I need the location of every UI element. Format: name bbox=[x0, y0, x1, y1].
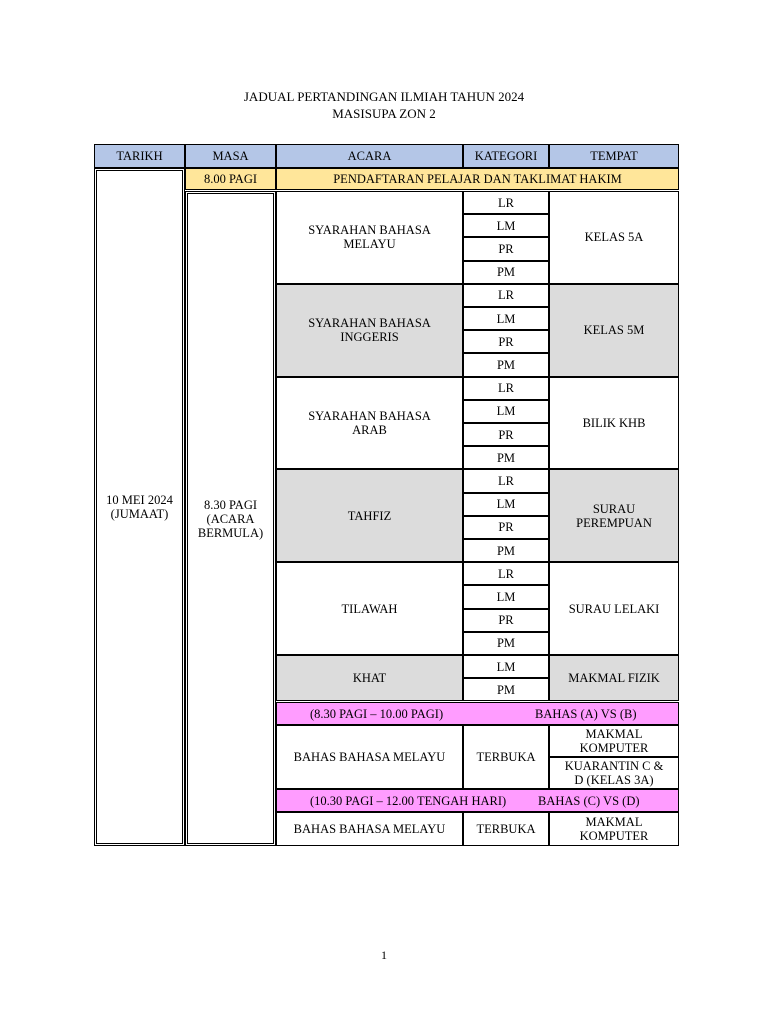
event-kategori: LR bbox=[463, 377, 549, 400]
event-kategori: LM bbox=[463, 214, 549, 237]
event-kategori: LM bbox=[463, 585, 549, 608]
title-line-2: MASISUPA ZON 2 bbox=[332, 106, 436, 121]
event-tempat-line-2: PEREMPUAN bbox=[576, 515, 652, 530]
event-kategori: LR bbox=[463, 562, 549, 585]
event-acara-line-2: INGGERIS bbox=[340, 330, 399, 345]
event-tempat bbox=[549, 655, 679, 701]
page-number: 1 bbox=[381, 948, 387, 962]
event-kategori: PM bbox=[463, 539, 549, 562]
title-line-1: JADUAL PERTANDINGAN ILMIAH TAHUN 2024 bbox=[243, 89, 525, 104]
debate1-tempat-2-line-2: D (KELAS 3A) bbox=[574, 773, 654, 787]
date-line-2: (JUMAAT) bbox=[110, 507, 169, 521]
event-acara bbox=[276, 655, 463, 701]
debate1-banner bbox=[276, 702, 679, 725]
event-tempat bbox=[549, 469, 679, 562]
event-tempat bbox=[549, 377, 679, 470]
debate1-tempat-2-line-1: KUARANTIN C & bbox=[564, 759, 664, 773]
event-tempat-line-1: SURAU LELAKI bbox=[568, 601, 660, 616]
event-kategori: PR bbox=[463, 330, 549, 353]
event-kategori: LM bbox=[463, 400, 549, 423]
main-time-line-2: (ACARA bbox=[206, 511, 255, 526]
event-kategori: LM bbox=[463, 655, 549, 678]
event-tempat-line-1: MAKMAL FIZIK bbox=[568, 671, 660, 686]
event-kategori: PM bbox=[463, 678, 549, 701]
main-time-cell bbox=[185, 191, 276, 846]
event-acara bbox=[276, 284, 463, 377]
debate1-tempat-1 bbox=[549, 725, 679, 757]
registration-label: PENDAFTARAN PELAJAR DAN TAKLIMAT HAKIM bbox=[276, 168, 679, 190]
event-acara-line-1: TAHFIZ bbox=[347, 508, 392, 523]
event-kategori: PR bbox=[463, 237, 549, 260]
debate1-acara: BAHAS BAHASA MELAYU bbox=[276, 725, 463, 789]
event-kategori: PM bbox=[463, 446, 549, 469]
debate1-time: (8.30 PAGI – 10.00 PAGI) bbox=[310, 707, 444, 721]
event-tempat-line-1: BILIK KHB bbox=[582, 415, 646, 430]
registration-time: 8.00 PAGI bbox=[185, 168, 276, 190]
event-acara-line-1: SYARAHAN BAHASA bbox=[308, 223, 431, 238]
event-kategori: PR bbox=[463, 609, 549, 632]
event-tempat bbox=[549, 562, 679, 655]
event-acara-line-1: KHAT bbox=[352, 671, 387, 686]
header-tempat: TEMPAT bbox=[549, 144, 679, 168]
debate2-match: BAHAS (C) VS (D) bbox=[538, 794, 640, 808]
debate2-tempat-line-2: KOMPUTER bbox=[579, 829, 649, 843]
debate1-match: BAHAS (A) VS (B) bbox=[535, 707, 637, 721]
event-tempat-line-1: KELAS 5M bbox=[583, 323, 645, 338]
event-acara-line-2: ARAB bbox=[352, 422, 387, 437]
event-acara bbox=[276, 562, 463, 655]
debate2-time: (10.30 PAGI – 12.00 TENGAH HARI) bbox=[310, 794, 507, 808]
debate1-tempat-2 bbox=[549, 757, 679, 789]
event-acara bbox=[276, 377, 463, 470]
event-kategori: PM bbox=[463, 353, 549, 376]
date-line-1: 10 MEI 2024 bbox=[106, 493, 173, 507]
event-kategori: LM bbox=[463, 307, 549, 330]
debate2-tempat-line-1: MAKMAL bbox=[585, 815, 643, 829]
date-cell bbox=[94, 168, 185, 846]
header-tarikh: TARIKH bbox=[94, 144, 185, 168]
event-kategori: LR bbox=[463, 191, 549, 214]
event-kategori: LR bbox=[463, 469, 549, 492]
main-time-line-1: 8.30 PAGI bbox=[203, 497, 258, 512]
debate1-tempat-1-line-2: KOMPUTER bbox=[579, 741, 649, 755]
debate1-kategori: TERBUKA bbox=[463, 725, 549, 789]
debate2-kategori: TERBUKA bbox=[463, 812, 549, 846]
header-acara: ACARA bbox=[276, 144, 463, 168]
event-tempat-line-1: KELAS 5A bbox=[584, 230, 644, 245]
event-acara-line-1: TILAWAH bbox=[341, 601, 398, 616]
debate1-tempat-1-line-1: MAKMAL bbox=[585, 727, 643, 741]
event-kategori: LM bbox=[463, 493, 549, 516]
event-acara-line-2: MELAYU bbox=[343, 237, 396, 252]
event-acara bbox=[276, 469, 463, 562]
header-kategori: KATEGORI bbox=[463, 144, 549, 168]
event-acara-line-1: SYARAHAN BAHASA bbox=[308, 408, 431, 423]
event-acara-line-1: SYARAHAN BAHASA bbox=[308, 316, 431, 331]
event-kategori: PM bbox=[463, 632, 549, 655]
event-tempat-line-1: SURAU bbox=[592, 501, 636, 516]
event-kategori: PR bbox=[463, 423, 549, 446]
event-kategori: PR bbox=[463, 516, 549, 539]
event-tempat bbox=[549, 284, 679, 377]
event-kategori: LR bbox=[463, 284, 549, 307]
debate2-tempat bbox=[549, 812, 679, 846]
header-masa: MASA bbox=[185, 144, 276, 168]
debate2-acara: BAHAS BAHASA MELAYU bbox=[276, 812, 463, 846]
main-time-line-3: BERMULA) bbox=[197, 525, 264, 540]
event-acara bbox=[276, 191, 463, 284]
event-kategori: PM bbox=[463, 261, 549, 284]
debate2-banner bbox=[276, 789, 679, 812]
event-tempat bbox=[549, 191, 679, 284]
